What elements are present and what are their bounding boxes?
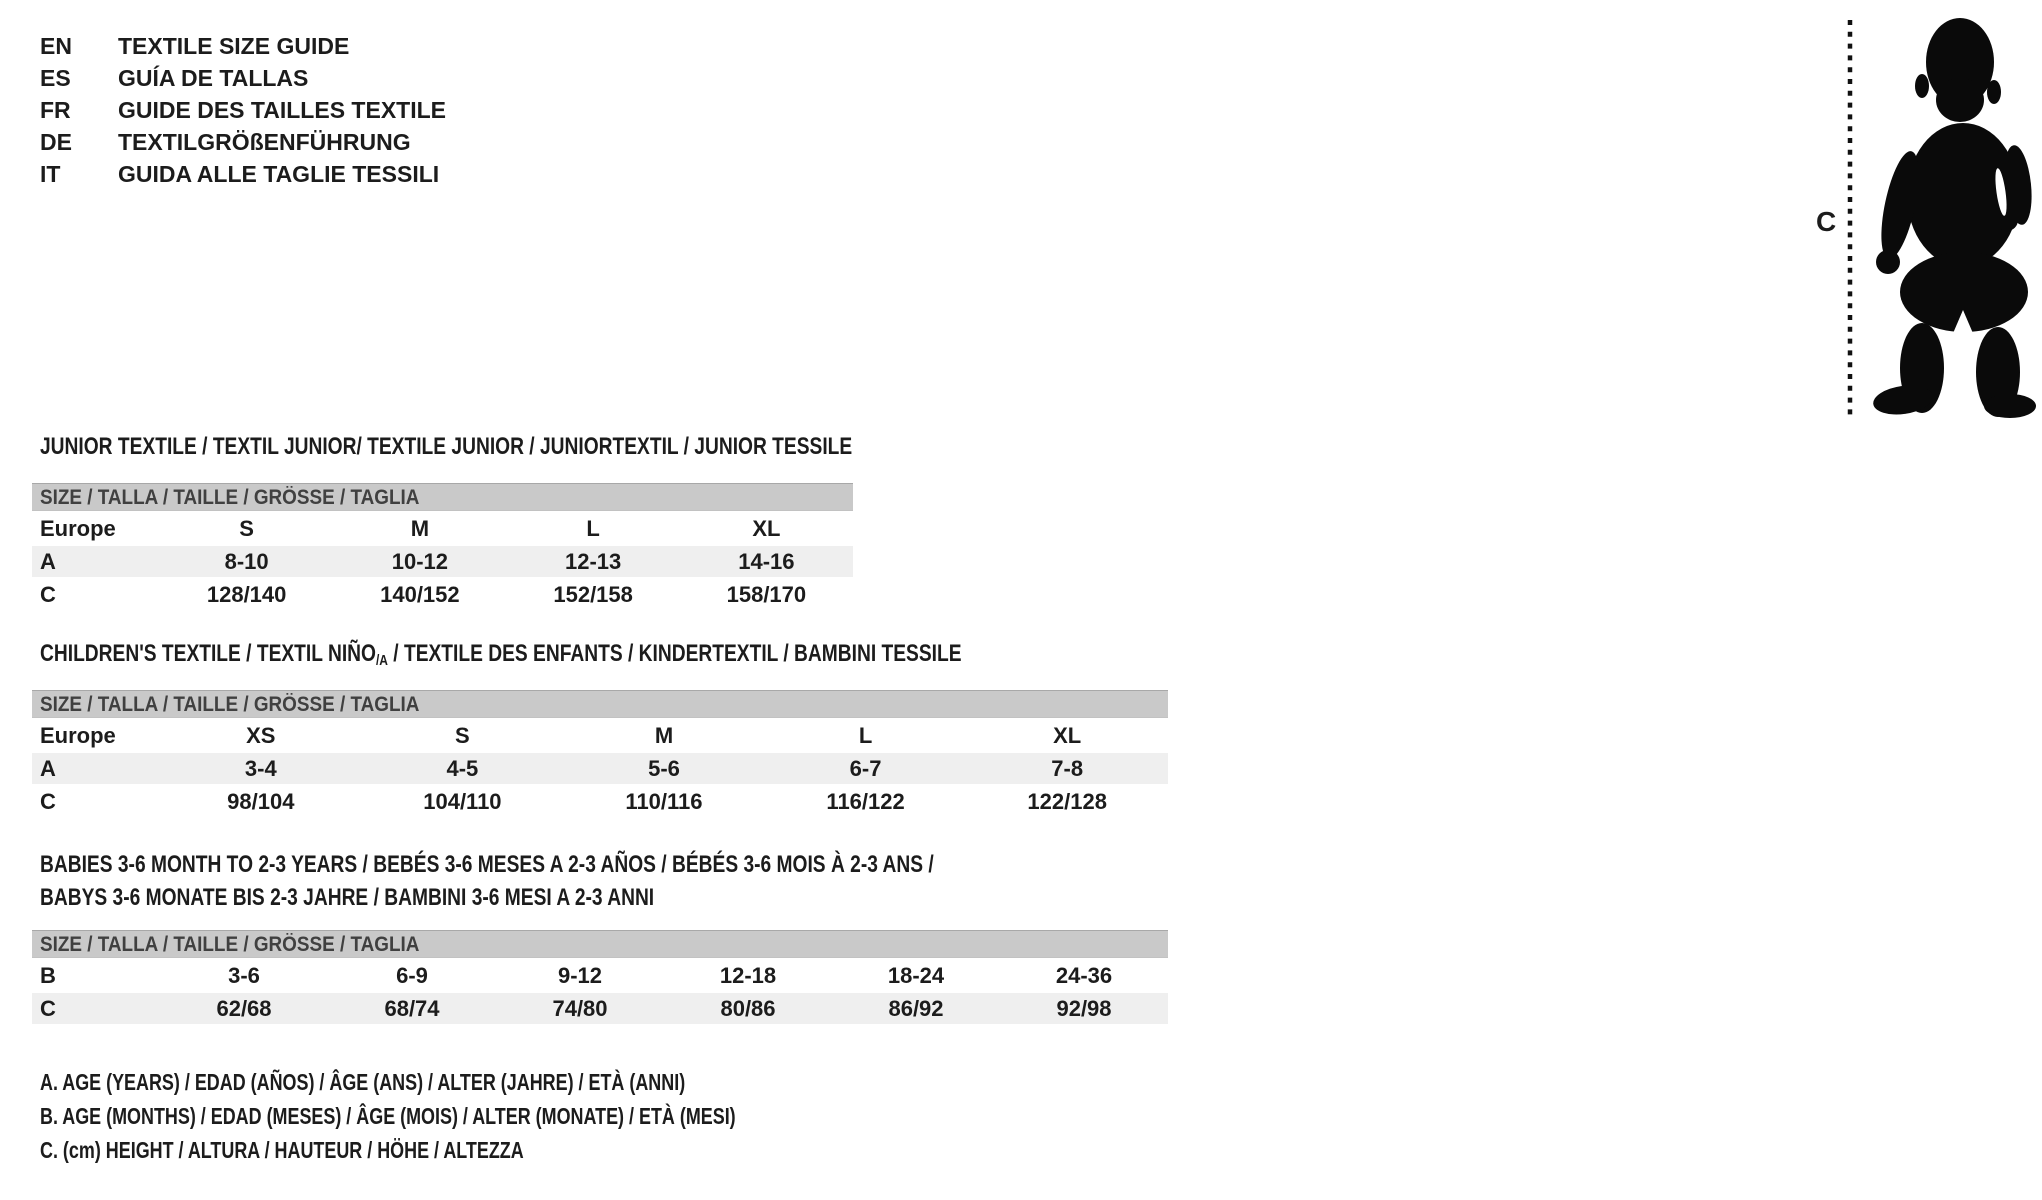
age-cell: 12-18: [719, 962, 777, 988]
height-cell: 158/170: [726, 581, 807, 607]
junior-section-heading: [40, 433, 1055, 461]
height-cell: 152/158: [553, 581, 633, 607]
lang-title-de: TEXTILGRÖßENFÜHRUNG: [118, 129, 411, 155]
row-label: C: [40, 788, 56, 814]
height-cell: 116/122: [826, 788, 905, 814]
height-cell: 92/98: [1056, 995, 1112, 1021]
children-section-heading: [40, 640, 1192, 669]
lang-title-it: GUIDA ALLE TAGLIE TESSILI: [118, 161, 440, 187]
row-label: C: [40, 995, 56, 1021]
size-cell: S: [455, 722, 470, 748]
size-cell: XS: [246, 722, 276, 748]
size-cell: L: [858, 722, 873, 748]
babies-size-header-band: [32, 930, 1168, 958]
table-row: [32, 579, 853, 610]
height-cell: 86/92: [888, 995, 944, 1021]
height-cell: 74/80: [552, 995, 608, 1021]
lang-code-it: IT: [40, 161, 61, 187]
size-cell: M: [410, 515, 430, 541]
size-cell: M: [654, 722, 674, 748]
junior-heading-text: JUNIOR TEXTILE / TEXTIL JUNIOR/ TEXTILE JUNIOR / JUNIORTEXTIL / JUNIOR TESSILE: [40, 433, 853, 460]
lang-row-en: [40, 30, 446, 62]
size-cell: XL: [752, 515, 781, 541]
lang-row-it: [40, 158, 446, 190]
children-heading-part1: CHILDREN'S TEXTILE / TEXTIL NIÑO: [40, 640, 376, 667]
age-cell: 3-6: [228, 962, 260, 988]
row-label: A: [40, 755, 56, 781]
legend-line-a: A. AGE (YEARS) / EDAD (AÑOS) / ÂGE (ANS) / ALTER (JAHRE) / ETÀ (ANNI): [40, 1069, 686, 1095]
language-title-block: [40, 30, 446, 190]
lang-row-fr: [40, 94, 446, 126]
row-label: Europe: [40, 515, 116, 541]
height-cell: 62/68: [216, 995, 272, 1021]
table-row: [32, 513, 853, 544]
size-cell: S: [239, 515, 254, 541]
height-cell: 68/74: [384, 995, 440, 1021]
age-cell: 6-7: [849, 755, 882, 781]
measure-legend: [40, 1065, 932, 1167]
height-cell: 98/104: [227, 788, 295, 814]
table-row: [32, 546, 853, 577]
children-size-table: [32, 690, 1168, 817]
age-cell: 18-24: [887, 962, 945, 988]
row-label: B: [40, 962, 56, 988]
lang-row-de: [40, 126, 446, 158]
children-size-header-text: SIZE / TALLA / TAILLE / GRÖSSE / TAGLIA: [40, 693, 420, 716]
lang-title-es: GUÍA DE TALLAS: [118, 65, 309, 91]
row-label: A: [40, 548, 56, 574]
height-cell: 80/86: [720, 995, 776, 1021]
height-measure-figure: [900, 0, 1837, 430]
junior-size-header-band: [32, 483, 853, 511]
age-cell: 3-4: [244, 755, 277, 781]
junior-size-header-text: SIZE / TALLA / TAILLE / GRÖSSE / TAGLIA: [40, 486, 420, 509]
size-cell: XL: [1053, 722, 1082, 748]
age-cell: 4-5: [446, 755, 479, 781]
table-row: [32, 786, 1168, 817]
babies-heading-line1: BABIES 3-6 MONTH TO 2-3 YEARS / BEBÉS 3-6 MESES A 2-3 AÑOS / BÉBÉS 3-6 MOIS À 2-3 ANS /: [40, 851, 934, 878]
age-cell: 9-12: [557, 962, 603, 988]
height-cell: 110/116: [625, 788, 703, 814]
junior-size-table: [32, 483, 853, 610]
height-cell: 140/152: [380, 581, 460, 607]
babies-section-heading: [40, 848, 1157, 914]
legend-line-b: B. AGE (MONTHS) / EDAD (MESES) / ÂGE (MOIS) / ALTER (MONATE) / ETÀ (MESI): [40, 1103, 736, 1129]
table-row: [32, 993, 1168, 1024]
babies-size-table: [32, 930, 1168, 1024]
age-cell: 7-8: [1051, 755, 1084, 781]
height-c-label: C: [1816, 206, 1837, 237]
babies-size-header-text: SIZE / TALLA / TAILLE / GRÖSSE / TAGLIA: [40, 933, 420, 956]
size-cell: L: [586, 515, 600, 541]
table-row: [32, 720, 1168, 751]
age-cell: 24-36: [1055, 962, 1113, 988]
lang-code-de: DE: [40, 129, 72, 155]
babies-heading-line2: BABYS 3-6 MONATE BIS 2-3 JAHRE / BAMBINI 3-6 MESI A 2-3 ANNI: [40, 884, 655, 911]
lang-title-en: TEXTILE SIZE GUIDE: [118, 33, 350, 59]
height-cell: 128/140: [206, 581, 287, 607]
toddler-silhouette: [1866, 12, 2042, 416]
lang-code-fr: FR: [40, 97, 71, 123]
age-cell: 6-9: [396, 962, 428, 988]
age-cell: 12-13: [564, 548, 622, 574]
children-size-header-band: [32, 690, 1168, 718]
lang-title-fr: GUIDE DES TAILLES TEXTILE: [118, 97, 446, 123]
age-cell: 10-12: [391, 548, 449, 574]
table-row: [32, 753, 1168, 784]
height-cell: 104/110: [423, 788, 502, 814]
age-cell: 8-10: [224, 548, 269, 574]
lang-code-es: ES: [40, 65, 71, 91]
children-heading-text: [40, 640, 962, 669]
row-label: C: [40, 581, 56, 607]
lang-row-es: [40, 62, 446, 94]
age-cell: 14-16: [738, 548, 795, 574]
height-cell: 122/128: [1027, 788, 1107, 814]
age-cell: 5-6: [648, 755, 680, 781]
row-label: Europe: [40, 722, 116, 748]
height-dashed-line: [1846, 20, 1855, 418]
children-heading-part2: / TEXTILE DES ENFANTS / KINDERTEXTIL / BAMBINI TESSILE: [387, 640, 962, 667]
legend-line-c: C. (cm) HEIGHT / ALTURA / HAUTEUR / HÖHE / ALTEZZA: [40, 1137, 524, 1163]
children-heading-sub: /A: [375, 652, 388, 669]
lang-code-en: EN: [40, 33, 72, 59]
table-row: [32, 960, 1168, 991]
